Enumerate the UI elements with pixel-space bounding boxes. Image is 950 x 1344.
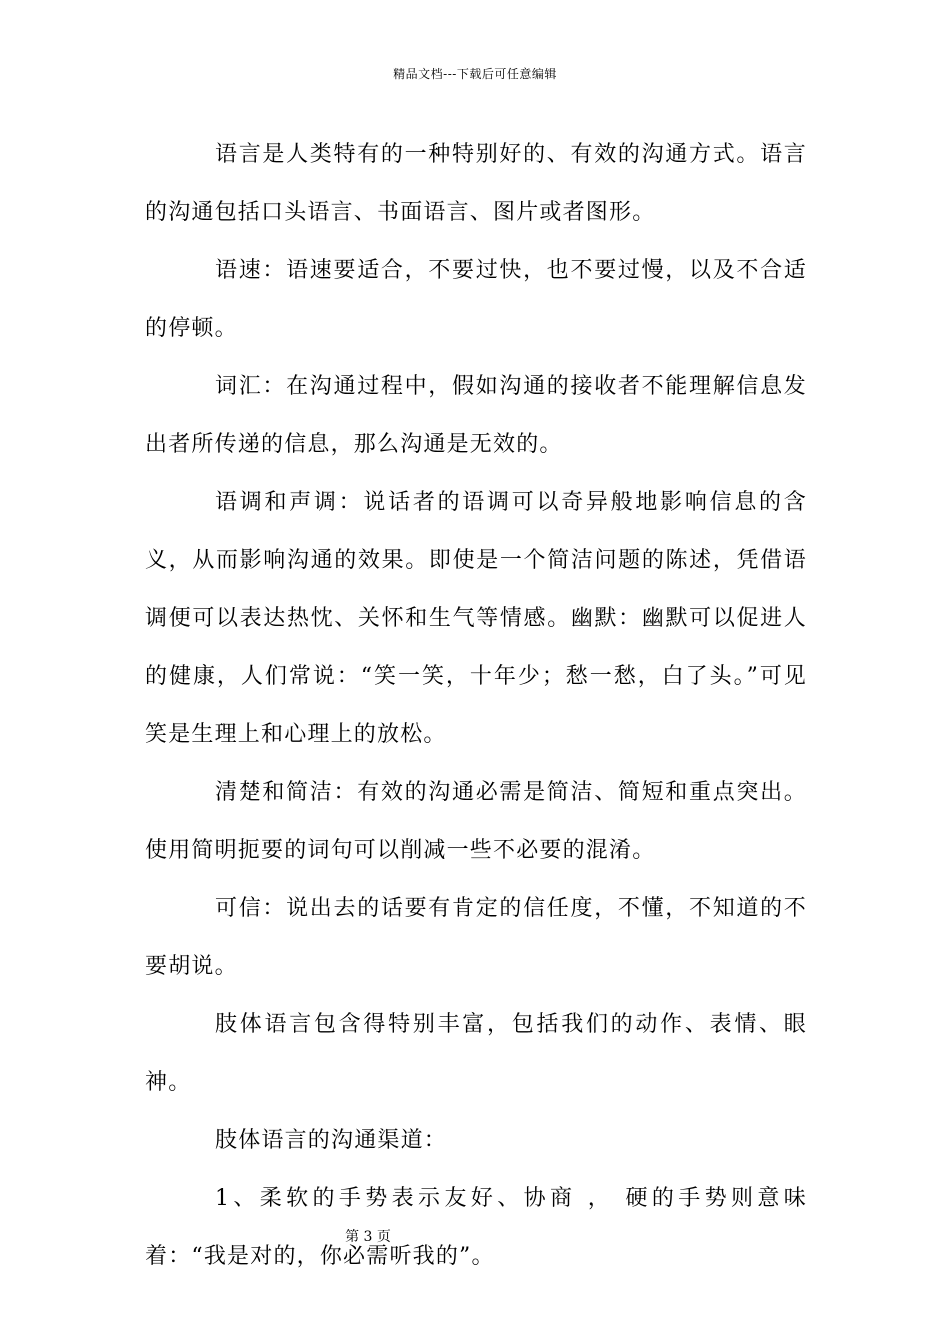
page-header: 精品文档---下载后可任意编辑 [393,67,557,81]
paragraph-language-intro: 语言是人类特有的一种特别好的、有效的沟通方式。语言的沟通包括口头语言、书面语言、图片或者图形。 [145,142,807,225]
paragraph-intonation-humor: 语调和声调：说话者的语调可以奇异般地影响信息的含义，从而影响沟通的效果。即使是一个简洁问题的陈述，凭借语调便可以表达热忱、关怀和生气等情感。幽默：幽默可以促进人的健康，人们常说：“笑一笑，十年少；愁一愁，白了头。”可见笑是生理上和心理上的放松。 [145,490,807,747]
paragraph-vocabulary: 词汇：在沟通过程中，假如沟通的接收者不能理解信息发出者所传递的信息，那么沟通是无效的。 [145,374,807,457]
paragraph-body-language-channels: 肢体语言的沟通渠道： [215,1128,448,1153]
document-body [145,126,807,1286]
page-number: 第 3 页 [345,1229,391,1245]
paragraph-clarity: 清楚和简洁：有效的沟通必需是简洁、简短和重点突出。使用简明扼要的词句可以削减一些不必要的混淆。 [145,780,807,863]
paragraph-gestures: 1、柔软的手势表示友好、协商 ， 硬的手势则意味着：“我是对的，你必需听我的”。 [145,1186,807,1269]
paragraph-body-language: 肢体语言包含得特别丰富，包括我们的动作、表情、眼神。 [145,1012,807,1095]
paragraph-credibility: 可信：说出去的话要有肯定的信任度，不懂，不知道的不要胡说。 [145,896,807,979]
paragraph-speech-rate: 语速：语速要适合，不要过快，也不要过慢，以及不合适的停顿。 [145,258,807,341]
